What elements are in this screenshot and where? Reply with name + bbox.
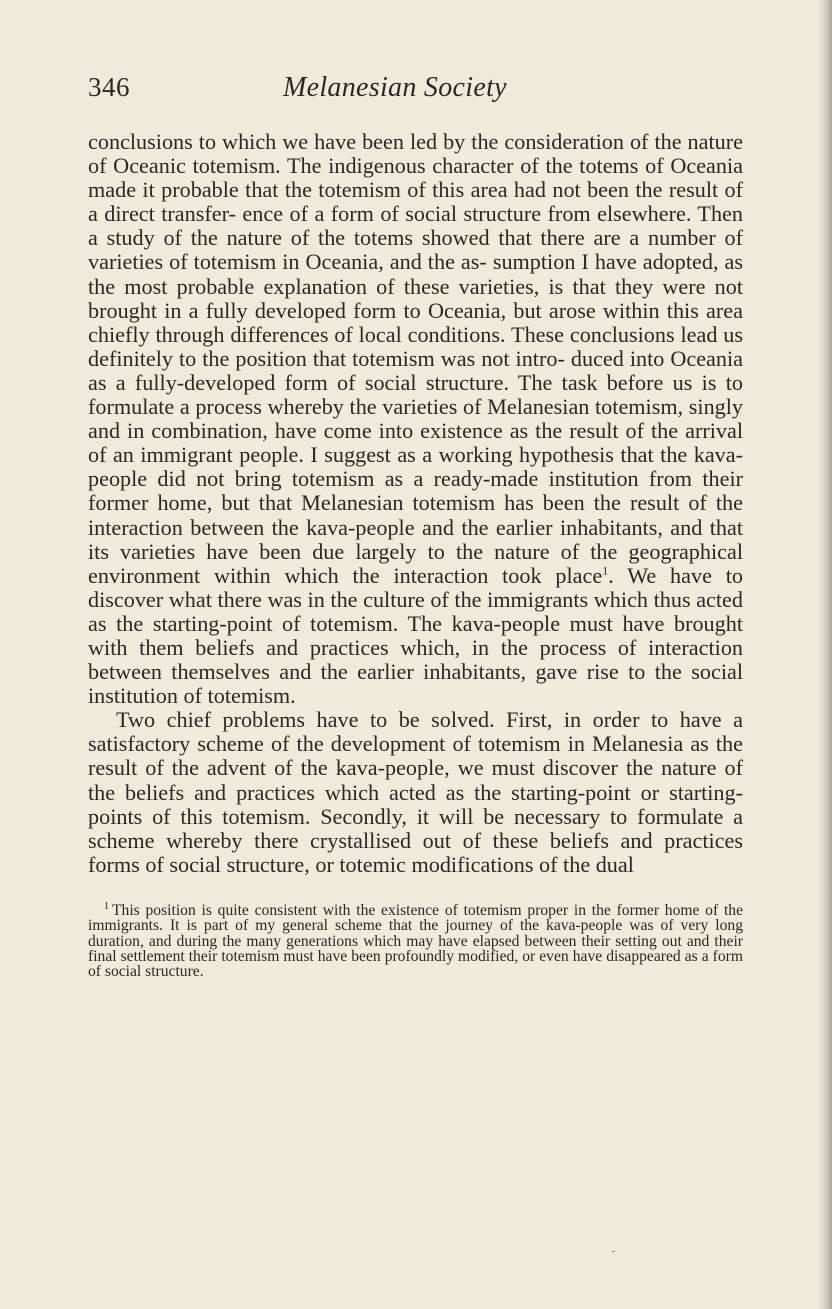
paragraph-1-line: number of varieties of totemism in Oceania, and the as- — [88, 225, 743, 275]
paragraph-1-line: between the kava-people and the earlier inhabitants, and that — [190, 514, 744, 540]
paragraph-1-line: ready-made institution from their former home, but that — [88, 466, 743, 516]
paragraph-1-line: Melanesian totemism has been the result of the interaction — [88, 490, 743, 540]
paragraph-1-line: lead us definitely to the position that totemism was not intro- — [88, 321, 743, 371]
paragraph-1-tail-line: beliefs and practices which, in the process of interaction — [195, 634, 744, 660]
footnote-text — [88, 902, 743, 980]
paragraph-1-line: combination, have come into existence as the result of the — [151, 418, 679, 444]
footnote-line: This position is quite consistent with the existence of totemism proper in — [112, 901, 586, 919]
body-text — [88, 130, 743, 877]
paragraph-1-line: ence of a form of social structure from elsewhere. Then a — [88, 201, 744, 251]
paragraph-1-line: of this area had not been the result of a direct transfer- — [88, 177, 744, 227]
paragraph-1-line: geographical environment within which the interaction took — [88, 538, 744, 588]
paragraph-2-line: acted as the starting-point or starting-points of this totemism. — [88, 779, 744, 829]
paragraph-2-line: of social structure, or totemic modifications of the dual — [145, 851, 634, 877]
paragraph-1-line: study of the nature of the totems showed that there are a — [106, 225, 640, 251]
paragraph-1-tail-line: totemism. The kava-people must have brought with them — [88, 610, 744, 660]
paragraph-1-footnote-line-rest: . We have to discover what there was in the culture — [88, 562, 743, 612]
paragraph-2-line: must discover the nature of the beliefs and practices which — [88, 755, 744, 805]
footnote-line: settlement their totemism must have been profoundly modified, or even have — [120, 947, 603, 965]
paragraph-1-line: of these varieties, is that they were not brought in a fully — [88, 273, 744, 323]
paragraph-1-line: sumption I have adopted, as the most probable explanation — [88, 249, 743, 299]
paragraph-1-tail-line: between themselves and the earlier inhabitants, gave rise to — [88, 659, 646, 685]
page-number: 346 — [88, 72, 130, 102]
paragraph-2-line: Secondly, it will be necessary to formulate a scheme whereby — [88, 803, 744, 853]
footnote-line: journey of the kava-people was of very long duration, and during the many — [88, 917, 743, 950]
footnote-1 — [88, 900, 744, 981]
paragraph-2-line: there crystallised out of these beliefs and practices forms — [88, 827, 744, 877]
paragraph-1 — [88, 130, 743, 708]
paragraph-1-lines — [88, 129, 743, 588]
paragraph-1-line: hypothesis that the kava-people did not bring totemism as a — [88, 442, 744, 492]
paragraph-1-line: the totems of Oceania made it probable that the totemism — [88, 153, 744, 203]
paragraph-1-line: the nature of Oceanic totemism. The indigenous character of — [88, 129, 743, 179]
paragraph-1-line: developed form to Oceania, but arose within this area chiefly — [88, 297, 743, 347]
footnote-line: disappeared as a form of social structure. — [88, 947, 743, 981]
paragraph-2 — [88, 708, 743, 877]
paragraph-2-line: Two chief problems have to be solved. First, in order to — [116, 707, 669, 733]
paragraph-1-line: whereby the varieties of Melanesian totemism, singly and in — [88, 394, 744, 444]
paragraph-1-footnote-line-start: place — [555, 562, 603, 588]
running-title: Melanesian Society — [283, 72, 507, 103]
page-content — [88, 72, 743, 979]
paragraph-1-tail-line: the social institution of totemism. — [88, 659, 743, 709]
paragraph-1-tail-line: of the immigrants which thus acted as the starting-point of — [88, 586, 744, 636]
footnote-line: the former home of the immigrants. It is part of my general scheme that the — [88, 901, 743, 935]
paragraph-1-line: its varieties have been due largely to the nature of the — [88, 538, 618, 564]
footnote-section — [88, 897, 743, 979]
running-head — [88, 72, 743, 112]
paragraph-2-lines — [88, 707, 743, 877]
footnote-number: 1 — [104, 900, 109, 912]
paragraph-1-line: through differences of local conditions. These conclusions — [155, 321, 675, 347]
footnote-reference-marker[interactable]: 1 — [602, 563, 609, 578]
paragraph-1-line: duced into Oceania as a fully-developed form of social — [88, 345, 743, 395]
footnote-line: generations which may have elapsed between their setting out and their final — [88, 932, 744, 965]
page-edge-shadow — [818, 0, 832, 1309]
paper-speck — [612, 1251, 615, 1252]
paragraph-1-line: conclusions to which we have been led by the consideration of — [88, 129, 649, 154]
paragraph-1-line: structure. The task before us is to formulate a process — [88, 369, 743, 420]
paragraph-2-line: Melanesia as the result of the advent of the kava-people, we — [88, 731, 743, 781]
paragraph-1-line: arrival of an immigrant people. I suggest as a working — [88, 418, 744, 468]
paragraph-2-line: have a satisfactory scheme of the development of totemism in — [88, 707, 744, 757]
